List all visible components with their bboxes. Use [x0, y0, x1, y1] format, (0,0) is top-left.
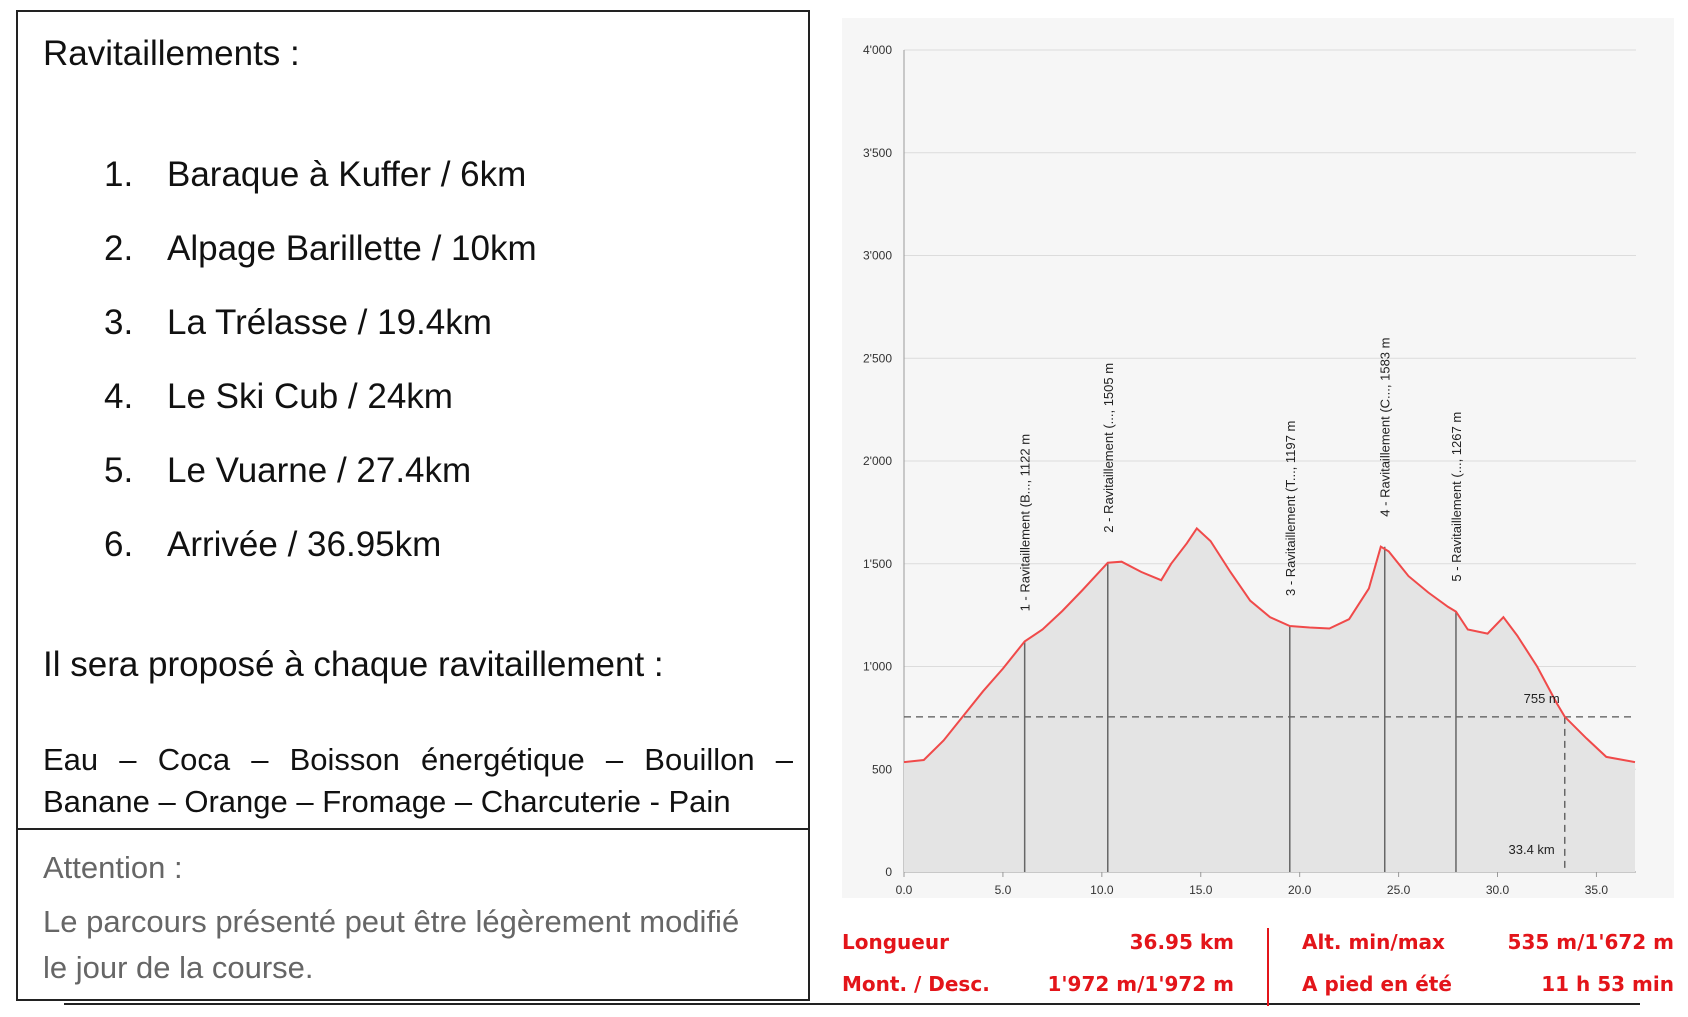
x-tick-label: 0.0 — [895, 883, 913, 897]
refreshment-stop — [104, 434, 537, 508]
altminmax-label: Alt. min/max — [1302, 930, 1445, 954]
y-tick-label: 2'500 — [863, 351, 892, 366]
x-tick-label: 5.0 — [994, 883, 1012, 897]
stop-number: 5. — [104, 451, 134, 490]
stop-label: La Trélasse / 19.4km — [167, 303, 492, 342]
y-tick-label: 0 — [885, 865, 892, 879]
y-tick-label: 1'500 — [863, 556, 892, 571]
proposal-heading: Il sera proposé à chaque ravitaillement : — [43, 645, 664, 684]
y-tick-label: 2'000 — [863, 454, 892, 468]
time-value: 11 h 53 min — [1541, 972, 1674, 996]
x-tick-label: 30.0 — [1485, 883, 1510, 897]
stop-number: 2. — [104, 229, 134, 268]
length-value: 36.95 km — [1129, 930, 1234, 954]
x-tick-label: 15.0 — [1189, 883, 1213, 897]
y-tick-label: 1'000 — [863, 659, 892, 674]
stop-label: Arrivée / 36.95km — [167, 525, 442, 564]
x-tick-label: 10.0 — [1090, 883, 1114, 897]
refreshment-stop — [104, 360, 537, 434]
refreshment-stop — [104, 286, 537, 360]
refreshment-marker-label: 1 - Ravitaillement (B..., 1122 m — [1017, 433, 1033, 612]
refreshment-marker-label: 5 - Ravitaillement (..., 1267 m — [1448, 411, 1464, 582]
x-tick-label: 35.0 — [1584, 883, 1609, 897]
refreshment-stop — [104, 212, 537, 286]
refreshment-stop — [104, 138, 537, 212]
refreshment-marker-label: 3 - Ravitaillement (T..., 1197 m — [1282, 420, 1298, 597]
refreshment-marker-label: 2 - Ravitaillement (..., 1505 m — [1100, 362, 1116, 533]
stop-number: 1. — [104, 155, 134, 194]
stats-separator — [1267, 928, 1269, 1006]
notice-title: Attention : — [43, 850, 183, 885]
y-tick-label: 500 — [871, 762, 892, 777]
elevation-chart — [842, 18, 1674, 898]
notice-text: Le parcours présenté peut être légèrement modifié le jour de la course. — [43, 904, 740, 985]
stop-label: Alpage Barillette / 10km — [167, 229, 537, 268]
time-label: A pied en été — [1302, 972, 1452, 996]
reference-distance-label: 33.4 km — [1508, 842, 1555, 857]
y-tick-label: 3'500 — [863, 145, 892, 160]
updown-label: Mont. / Desc. — [842, 972, 990, 996]
stop-number: 6. — [104, 525, 134, 564]
stop-label: Le Vuarne / 27.4km — [167, 451, 472, 490]
refreshments-panel — [16, 10, 810, 1001]
refreshment-stop — [104, 508, 537, 582]
length-label: Longueur — [842, 930, 949, 954]
stop-number: 4. — [104, 377, 134, 416]
stop-number: 3. — [104, 303, 134, 342]
y-tick-label: 4'000 — [863, 43, 892, 57]
reference-elevation-label: 755 m — [1523, 690, 1560, 706]
stop-label: Le Ski Cub / 24km — [167, 377, 453, 416]
updown-value: 1'972 m/1'972 m — [1047, 972, 1234, 996]
y-tick-label: 3'000 — [863, 248, 892, 263]
x-tick-label: 20.0 — [1287, 883, 1312, 897]
refreshment-items: Eau – Coca – Boisson énergétique – Bouillon – Banane – Orange – Fromage – Charcuterie - Pain — [43, 742, 793, 819]
elevation-chart-panel — [842, 18, 1674, 898]
stop-label: Baraque à Kuffer / 6km — [167, 155, 527, 194]
route-stats — [842, 918, 1674, 1008]
refreshment-stop-list — [104, 138, 537, 582]
refreshment-marker-label: 4 - Ravitaillement (C..., 1583 m — [1377, 337, 1393, 517]
section-divider — [18, 828, 808, 830]
altminmax-value: 535 m/1'672 m — [1507, 930, 1674, 954]
x-tick-label: 25.0 — [1386, 883, 1411, 897]
refreshments-title: Ravitaillements : — [43, 34, 300, 73]
